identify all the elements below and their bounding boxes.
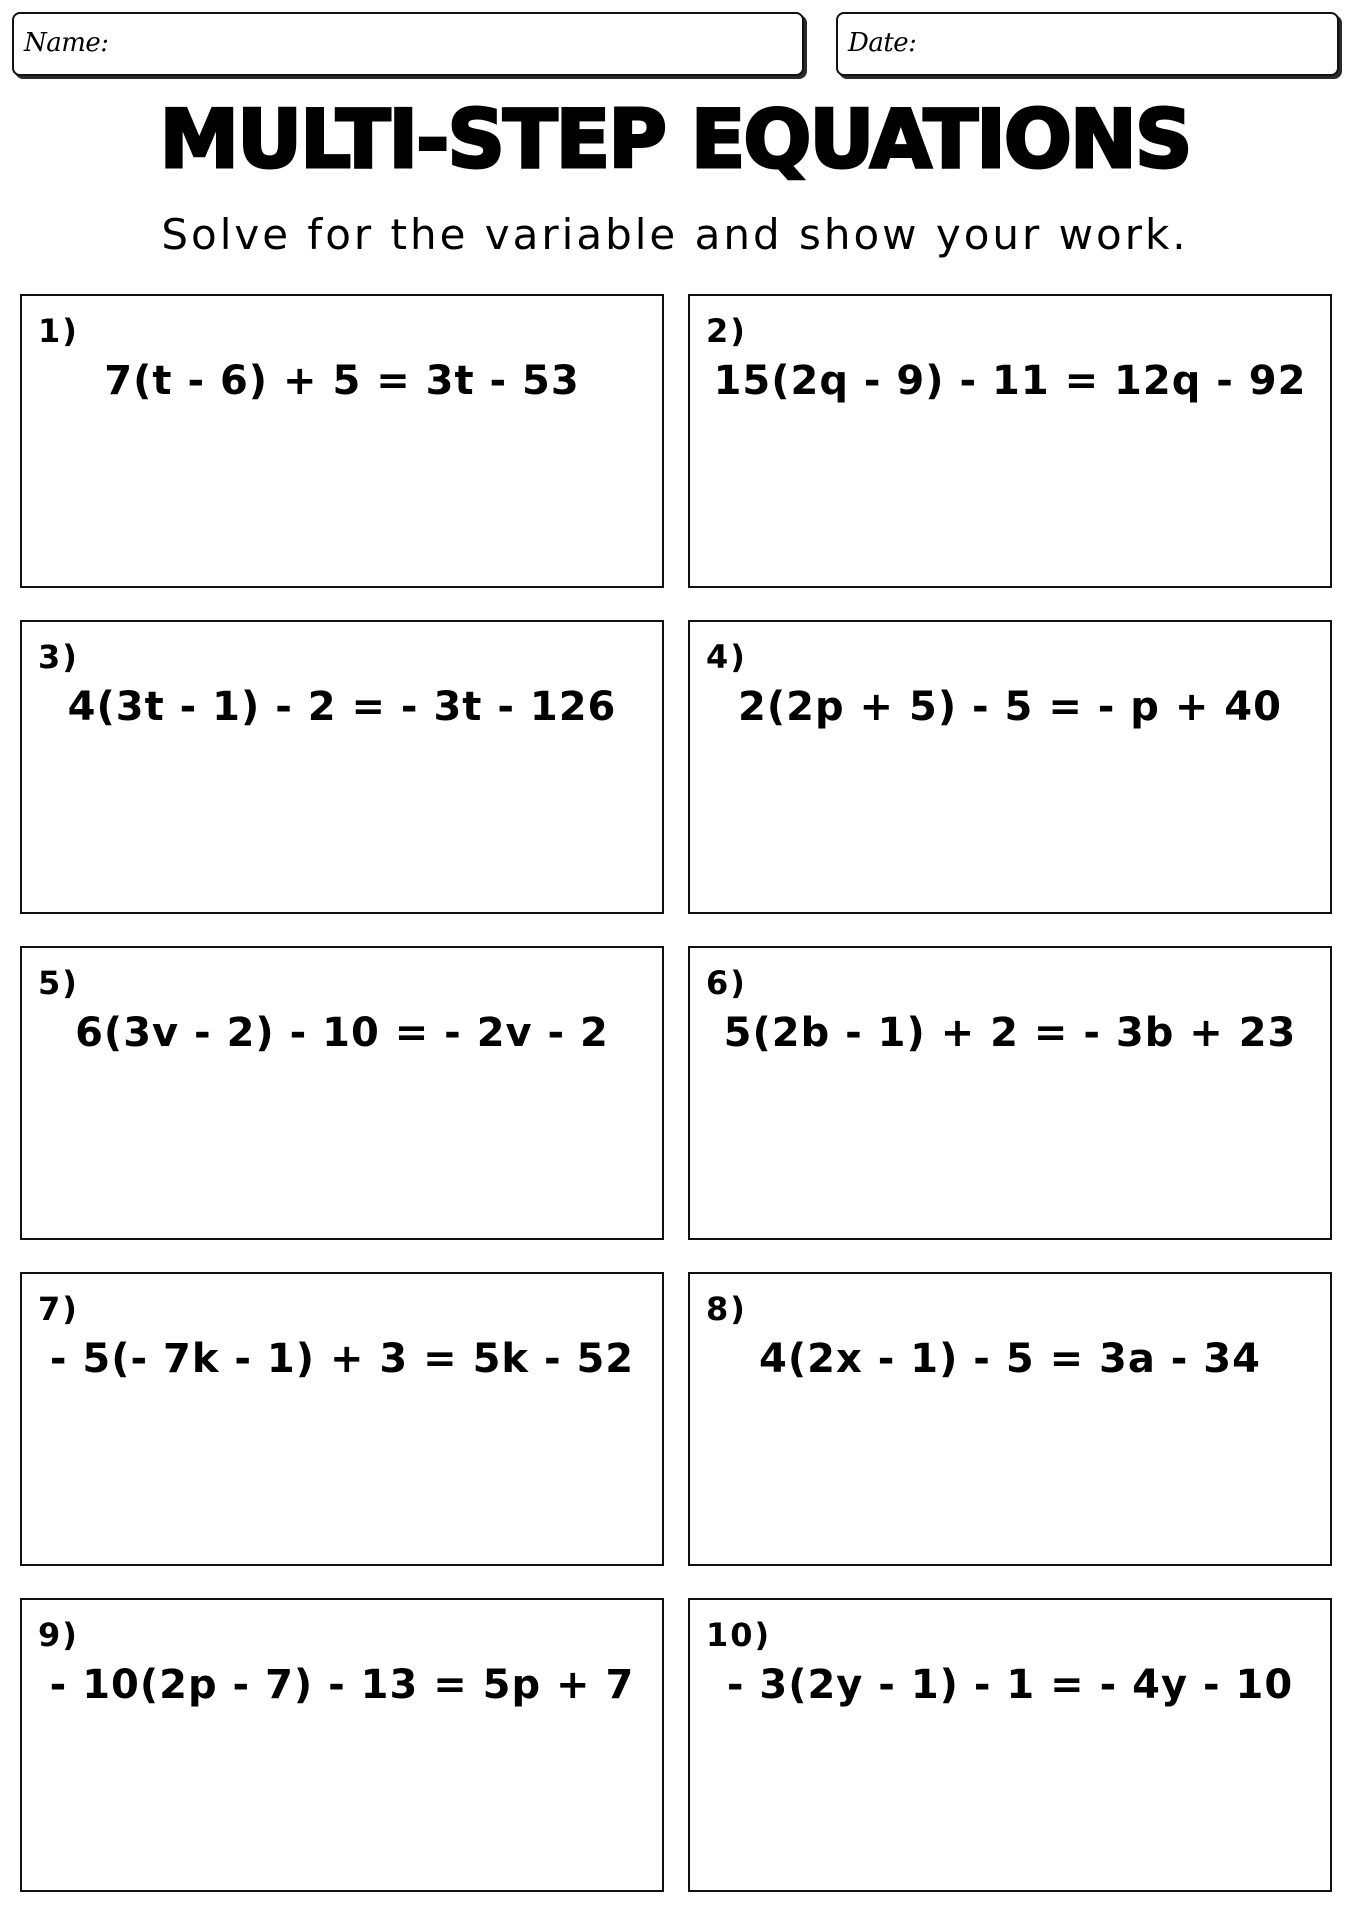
problem-number: 1)	[38, 312, 79, 350]
problem-box[interactable]	[688, 294, 1332, 588]
problem-number: 5)	[38, 964, 79, 1002]
problem-equation: 15(2q - 9) - 11 = 12q - 92	[713, 358, 1307, 404]
date-field[interactable]	[836, 12, 1339, 76]
problem-box[interactable]	[20, 946, 664, 1240]
problem-number: 8)	[706, 1290, 747, 1328]
problem-number: 4)	[706, 638, 747, 676]
problem-number: 9)	[38, 1616, 79, 1654]
problem-number: 6)	[706, 964, 747, 1002]
problem-equation: 2(2p + 5) - 5 = - p + 40	[738, 684, 1282, 730]
problem-number: 10)	[706, 1616, 772, 1654]
problem-equation: 4(3t - 1) - 2 = - 3t - 126	[67, 684, 617, 730]
problem-equation: 6(3v - 2) - 10 = - 2v - 2	[75, 1010, 609, 1056]
problem-grid	[20, 294, 1332, 1892]
problem-box[interactable]	[20, 620, 664, 914]
problem-number: 3)	[38, 638, 79, 676]
problem-equation: 7(t - 6) + 5 = 3t - 53	[104, 358, 580, 404]
page-title: MULTI-STEP EQUATIONS	[159, 93, 1191, 186]
problem-equation: 5(2b - 1) + 2 = - 3b + 23	[723, 1010, 1297, 1056]
problem-box[interactable]	[20, 1272, 664, 1566]
instructions: Solve for the variable and show your work.	[161, 210, 1189, 259]
problem-equation: - 10(2p - 7) - 13 = 5p + 7	[49, 1662, 635, 1708]
problem-box[interactable]	[20, 1598, 664, 1892]
name-field[interactable]	[12, 12, 804, 76]
date-label: Date:	[848, 28, 917, 58]
problem-box[interactable]	[688, 1598, 1332, 1892]
problem-box[interactable]	[20, 294, 664, 588]
name-label: Name:	[24, 28, 109, 58]
problem-equation: - 3(2y - 1) - 1 = - 4y - 10	[726, 1662, 1294, 1708]
problem-number: 7)	[38, 1290, 79, 1328]
problem-box[interactable]	[688, 620, 1332, 914]
problem-equation: 4(2x - 1) - 5 = 3a - 34	[759, 1336, 1261, 1382]
problem-box[interactable]	[688, 1272, 1332, 1566]
problem-equation: - 5(- 7k - 1) + 3 = 5k - 52	[49, 1336, 635, 1382]
problem-number: 2)	[706, 312, 747, 350]
problem-box[interactable]	[688, 946, 1332, 1240]
